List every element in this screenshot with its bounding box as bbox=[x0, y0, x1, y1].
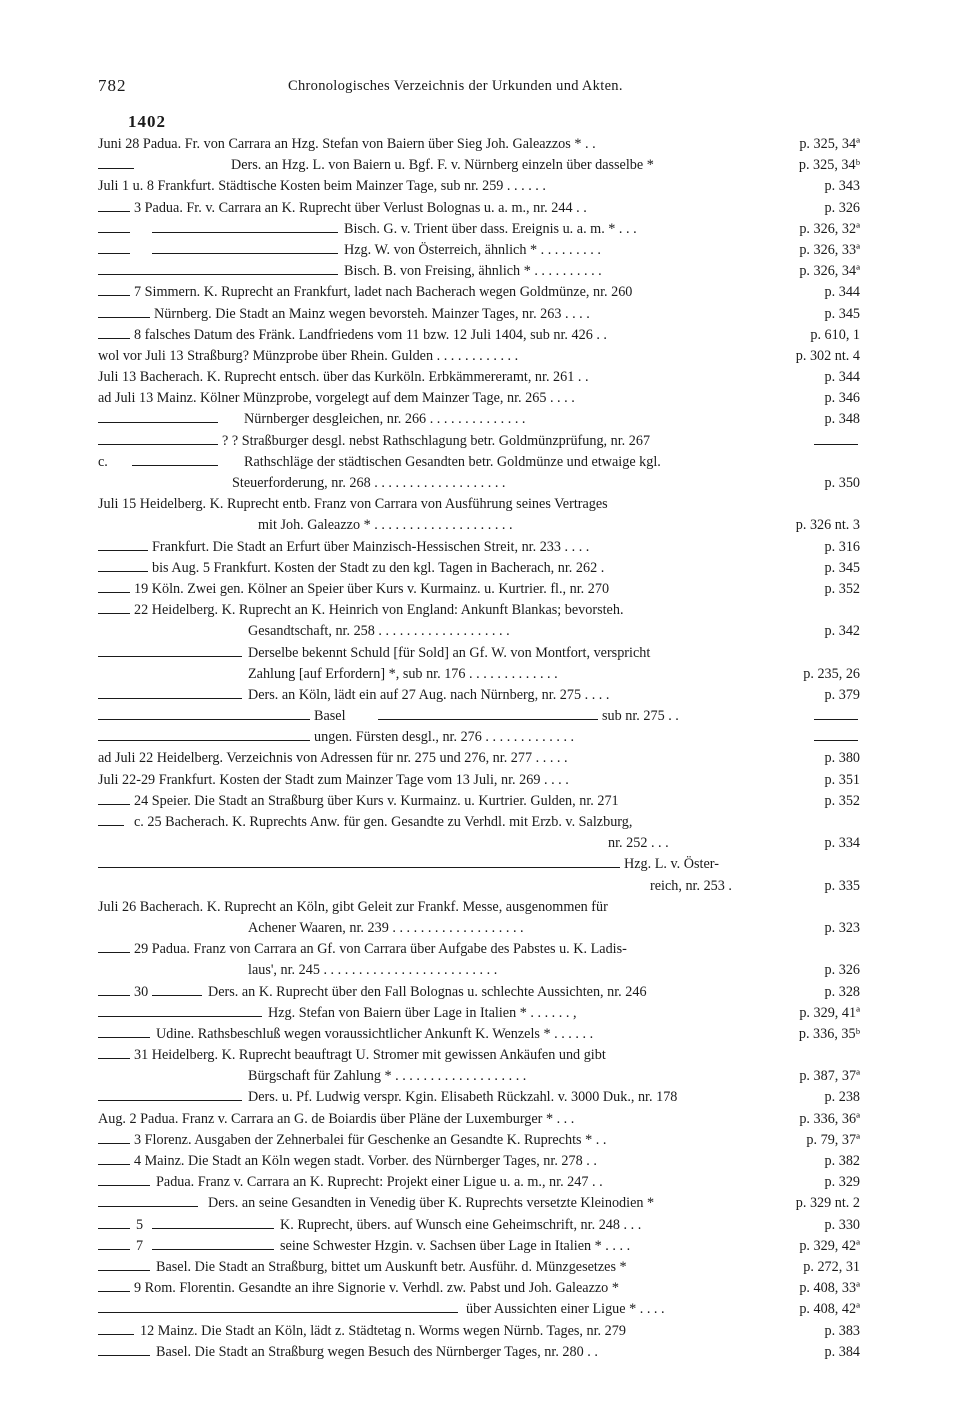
entry-row bbox=[98, 409, 860, 430]
entry-row bbox=[98, 727, 860, 748]
entry-text: 5 bbox=[136, 1216, 144, 1233]
entry-row bbox=[98, 1215, 860, 1236]
chronology-list bbox=[98, 134, 860, 1363]
ditto-dash bbox=[98, 867, 620, 868]
entry-row bbox=[98, 1257, 860, 1278]
entry-row bbox=[98, 685, 860, 706]
ditto-dash bbox=[98, 1037, 150, 1038]
entry-text: 30 bbox=[134, 983, 149, 1000]
page-reference: p. 382 bbox=[824, 1153, 860, 1169]
ditto-dash bbox=[98, 656, 242, 657]
ditto-dash bbox=[98, 253, 130, 254]
page-reference: p. 323 bbox=[824, 919, 860, 936]
ditto-dash bbox=[98, 317, 150, 318]
page-reference: p. 329, 41ª bbox=[799, 1004, 860, 1021]
ditto-dash bbox=[98, 1312, 458, 1313]
entry-row bbox=[98, 282, 860, 303]
entry-row bbox=[98, 1066, 860, 1087]
entry-row bbox=[98, 748, 860, 769]
page-reference: p. 79, 37ª bbox=[806, 1131, 860, 1148]
entry-row bbox=[98, 388, 860, 409]
entry-text: K. Ruprecht, übers. auf Wunsch eine Geheimschrift, nr. 248 . . . bbox=[280, 1216, 642, 1233]
entry-row bbox=[98, 1045, 860, 1066]
page-reference: p. 408, 33ª bbox=[799, 1280, 860, 1297]
page-header bbox=[98, 76, 860, 100]
ditto-dash bbox=[98, 571, 148, 572]
entry-row bbox=[98, 1087, 860, 1108]
ditto-dash bbox=[152, 253, 338, 254]
page-reference: p. 302 nt. 4 bbox=[795, 347, 860, 364]
page-reference: p. 345 bbox=[824, 305, 860, 322]
reference-placeholder bbox=[814, 444, 858, 445]
entry-text: Hzg. W. von Österreich, ähnlich * . . . . . . . . . bbox=[344, 241, 601, 258]
entry-row bbox=[98, 664, 860, 685]
ditto-dash bbox=[98, 274, 338, 275]
entry-text: ungen. Fürsten desgl., nr. 276 . . . . . . . . . . . . . bbox=[314, 729, 575, 746]
entry-row bbox=[98, 706, 860, 727]
entry-text: Aug. 2 Padua. Franz v. Carrara an G. de Boiardis über Pläne der Luxemburger * . . . bbox=[98, 1110, 575, 1127]
entry-row bbox=[98, 876, 860, 897]
entry-row bbox=[98, 1278, 860, 1299]
ditto-dash bbox=[98, 1334, 134, 1335]
ditto-dash bbox=[98, 1355, 150, 1356]
entry-row bbox=[98, 1151, 860, 1172]
ditto-dash bbox=[98, 740, 310, 741]
page-reference: p. 328 bbox=[824, 983, 860, 1000]
ditto-dash bbox=[132, 465, 218, 466]
entry-row bbox=[98, 346, 860, 367]
entry-row bbox=[98, 325, 860, 346]
year-heading: 1402 bbox=[128, 112, 166, 131]
ditto-dash bbox=[152, 1228, 274, 1229]
page-reference: p. 326 bbox=[824, 962, 860, 979]
page-reference: p. 326 bbox=[824, 199, 860, 216]
entry-row bbox=[98, 1172, 860, 1193]
entry-text: 19 Köln. Zwei gen. Kölner an Speier über Kurs v. Kurmainz. u. Kurtrier. fl., nr. 270 bbox=[134, 580, 610, 597]
entry-text: 8 falsches Datum des Fränk. Landfriedens vom 11 bzw. 12 Juli 1404, sub nr. 426 . . bbox=[134, 326, 607, 343]
entry-row bbox=[98, 939, 860, 960]
entry-text: Nürnberg. Die Stadt an Mainz wegen bevorsteh. Mainzer Tages, nr. 263 . . . . bbox=[154, 305, 590, 322]
entry-text: Bürgschaft für Zahlung * . . . . . . . . . . . . . . . . . . . bbox=[248, 1068, 527, 1085]
ditto-dash bbox=[152, 1249, 274, 1250]
entry-text: Nürnberger desgleichen, nr. 266 . . . . . . . . . . . . . . bbox=[244, 411, 526, 428]
entry-row bbox=[98, 452, 860, 473]
ditto-dash bbox=[98, 1058, 130, 1059]
entry-text: Ders. an Köln, lädt ein auf 27 Aug. nach Nürnberg, nr. 275 . . . . bbox=[248, 686, 610, 703]
ditto-dash bbox=[98, 232, 130, 233]
entry-text: Frankfurt. Die Stadt an Erfurt über Mainzisch-Hessischen Streit, nr. 233 . . . . bbox=[152, 538, 590, 555]
page-reference: p. 610, 1 bbox=[810, 326, 860, 343]
page-reference: p. 329, 42ª bbox=[799, 1237, 860, 1254]
entry-text: 12 Mainz. Die Stadt an Köln, lädt z. Städtetag n. Worms wegen Nürnb. Tages, nr. 279 bbox=[140, 1322, 626, 1339]
page-reference: p. 350 bbox=[824, 475, 860, 491]
entry-row bbox=[98, 537, 860, 558]
entry-text: Derselbe bekennt Schuld [für Sold] an Gf. W. von Montfort, verspricht bbox=[248, 644, 651, 661]
entry-text: nr. 252 . . . bbox=[608, 835, 669, 852]
entry-row bbox=[98, 643, 860, 664]
entry-text: wol vor Juli 13 Straßburg? Münzprobe über Rhein. Gulden . . . . . . . . . . . . bbox=[98, 347, 519, 364]
entry-text: 22 Heidelberg. K. Ruprecht an K. Heinrich von England: Ankunft Blankas; bevorsteh. bbox=[134, 602, 624, 619]
page-reference: p. 383 bbox=[824, 1322, 860, 1339]
entry-text: Ders. an seine Gesandten in Venedig über K. Ruprechts versetzte Kleinodien * bbox=[208, 1195, 655, 1212]
page-reference: p. 352 bbox=[824, 792, 860, 809]
page-number: 782 bbox=[98, 76, 127, 95]
entry-row bbox=[98, 1321, 860, 1342]
ditto-dash bbox=[152, 232, 338, 233]
entry-row bbox=[98, 431, 860, 452]
entry-row bbox=[98, 219, 860, 240]
page-reference: p. 344 bbox=[824, 369, 860, 386]
page-reference: p. 335 bbox=[824, 877, 860, 894]
entry-text: Juli 22-29 Frankfurt. Kosten der Stadt zum Mainzer Tage vom 13 Juli, nr. 269 . . . . bbox=[98, 771, 569, 788]
entry-text: sub nr. 275 . . bbox=[602, 708, 679, 725]
entry-row bbox=[98, 918, 860, 939]
page-reference: p. 351 bbox=[824, 771, 860, 788]
entry-text: Udine. Rathsbeschluß wegen voraussichtlicher Ankunft K. Wenzels * . . . . . . bbox=[156, 1025, 594, 1042]
entry-row bbox=[98, 134, 860, 155]
entry-text: laus', nr. 245 . . . . . . . . . . . . . . . . . . . . . . . . . bbox=[248, 962, 498, 979]
entry-text: Bisch. G. v. Trient über dass. Ereignis u. a. m. * . . . bbox=[344, 220, 637, 237]
ditto-dash bbox=[98, 952, 130, 953]
entry-text: ad Juli 13 Mainz. Kölner Münzprobe, vorgelegt auf dem Mainzer Tage, nr. 265 . . . . bbox=[98, 390, 575, 407]
entry-text: Bisch. B. von Freising, ähnlich * . . . . . . . . . . bbox=[344, 263, 602, 280]
entry-row bbox=[98, 1342, 860, 1363]
page-reference: p. 326, 33ª bbox=[799, 241, 860, 258]
entry-text: Padua. Franz v. Carrara an K. Ruprecht: Projekt einer Ligue u. a. m., nr. 247 . . bbox=[156, 1174, 603, 1191]
entry-row bbox=[98, 176, 860, 197]
entry-text: 7 bbox=[136, 1237, 144, 1254]
entry-row bbox=[98, 600, 860, 621]
entry-row bbox=[98, 155, 860, 176]
entry-text: Ders. an Hzg. L. von Baiern u. Bgf. F. v. Nürnberg einzeln über dasselbe * bbox=[231, 157, 654, 174]
page-reference: p. 343 bbox=[824, 178, 860, 195]
entry-text: 9 Rom. Florentin. Gesandte an ihre Signorie v. Verhdl. zw. Pabst und Joh. Galeazzo * bbox=[134, 1280, 619, 1297]
page-reference: p. 326, 32ª bbox=[799, 220, 860, 237]
ditto-dash bbox=[98, 592, 130, 593]
entry-text: ? ? Straßburger desgl. nebst Rathschlagung betr. Goldmünzprüfung, nr. 267 bbox=[222, 432, 651, 449]
ditto-dash bbox=[98, 550, 148, 551]
page-reference: p. 326 nt. 3 bbox=[795, 517, 860, 534]
page-reference: p. 379 bbox=[824, 686, 860, 703]
entry-row bbox=[98, 812, 860, 833]
ditto-dash bbox=[98, 804, 130, 805]
entry-row bbox=[98, 833, 860, 854]
entry-text: Steuerforderung, nr. 268 . . . . . . . . . . . . . . . . . . . bbox=[232, 475, 506, 491]
ditto-dash bbox=[98, 825, 124, 826]
page-reference: p. 380 bbox=[824, 750, 860, 767]
page-reference: p. 384 bbox=[824, 1343, 860, 1360]
ditto-dash bbox=[98, 444, 218, 445]
running-title: Chronologisches Verzeichnis der Urkunden und Akten. bbox=[288, 78, 623, 94]
entry-row bbox=[98, 367, 860, 388]
entry-prefix: c. bbox=[98, 453, 108, 470]
entry-row bbox=[98, 515, 860, 536]
entry-text: Hzg. L. v. Öster- bbox=[624, 856, 719, 873]
entry-text: mit Joh. Galeazzo * . . . . . . . . . . . . . . . . . . . . bbox=[258, 517, 513, 534]
page-reference: p. 352 bbox=[824, 580, 860, 597]
ditto-dash bbox=[98, 1143, 130, 1144]
ditto-dash bbox=[98, 1291, 130, 1292]
entry-text: 24 Speier. Die Stadt an Straßburg über Kurs v. Kurmainz. u. Kurtrier. Gulden, nr. 271 bbox=[134, 792, 619, 809]
entry-row bbox=[98, 304, 860, 325]
entry-text: 3 Florenz. Ausgaben der Zehnerbalei für Geschenke an Gesandte K. Ruprechts * . . bbox=[134, 1131, 607, 1148]
page-reference: p. 345 bbox=[824, 559, 860, 576]
page-reference: p. 235, 26 bbox=[803, 665, 860, 682]
entry-text: über Aussichten einer Ligue * . . . . bbox=[466, 1301, 665, 1318]
entry-row bbox=[98, 558, 860, 579]
page-reference: p. 326, 34ª bbox=[799, 263, 860, 280]
entry-text: Basel. Die Stadt an Straßburg, bittet um Auskunft betr. Ausführ. d. Münzgesetzes * bbox=[156, 1258, 627, 1275]
ditto-dash bbox=[98, 168, 134, 169]
entry-text: 7 Simmern. K. Ruprecht an Frankfurt, ladet nach Bacherach wegen Goldmünze, nr. 260 bbox=[134, 284, 633, 301]
entry-row bbox=[98, 494, 860, 515]
entry-row bbox=[98, 854, 860, 875]
ditto-dash bbox=[98, 1270, 150, 1271]
page-reference: p. 238 bbox=[824, 1089, 860, 1106]
entry-text: Juli 1 u. 8 Frankfurt. Städtische Kosten beim Mainzer Tage, sub nr. 259 . . . . . . bbox=[98, 178, 546, 195]
entry-text: Ders. an K. Ruprecht über den Fall Bolognas u. schlechte Aussichten, nr. 246 bbox=[208, 983, 647, 1000]
entry-row bbox=[98, 1130, 860, 1151]
entry-row bbox=[98, 261, 860, 282]
ditto-dash bbox=[98, 995, 130, 996]
entry-text: bis Aug. 5 Frankfurt. Kosten der Stadt zu den kgl. Tagen in Bacherach, nr. 262 . bbox=[152, 559, 605, 576]
entry-row bbox=[98, 473, 860, 494]
page-reference: p. 325, 34ª bbox=[799, 136, 860, 152]
entry-text: Gesandtschaft, nr. 258 . . . . . . . . . . . . . . . . . . . bbox=[248, 623, 510, 640]
entry-row bbox=[98, 1109, 860, 1130]
ditto-dash bbox=[98, 1164, 130, 1165]
entry-row bbox=[98, 240, 860, 261]
page-reference: p. 342 bbox=[824, 623, 860, 640]
ditto-dash bbox=[98, 295, 130, 296]
entry-text: Rathschläge der städtischen Gesandten betr. Goldmünze und etwaige kgl. bbox=[244, 453, 661, 470]
ditto-dash bbox=[378, 719, 598, 720]
entry-text: Basel bbox=[314, 708, 346, 725]
entry-text: seine Schwester Hzgin. v. Sachsen über Lage in Italien * . . . . bbox=[280, 1237, 631, 1254]
ditto-dash bbox=[98, 1228, 130, 1229]
entry-row bbox=[98, 1193, 860, 1214]
page-reference: p. 408, 42ª bbox=[799, 1301, 860, 1318]
entry-text: Zahlung [auf Erfordern] *, sub nr. 176 . . . . . . . . . . . . . bbox=[248, 665, 558, 682]
entry-row bbox=[98, 1024, 860, 1045]
ditto-dash bbox=[98, 613, 130, 614]
ditto-dash bbox=[98, 338, 130, 339]
entry-text: 29 Padua. Franz von Carrara an Gf. von Carrara über Aufgabe des Pabstes u. K. Ladis- bbox=[134, 941, 627, 958]
entry-text: Juni 28 Padua. Fr. von Carrara an Hzg. Stefan von Baiern über Sieg Joh. Galeazzos * . . bbox=[98, 136, 596, 152]
ditto-dash bbox=[98, 698, 242, 699]
page-reference: p. 329 bbox=[824, 1174, 860, 1191]
page-reference: p. 325, 34ᵇ bbox=[798, 157, 860, 174]
entry-row bbox=[98, 579, 860, 600]
page-reference: p. 316 bbox=[824, 538, 860, 555]
page-reference: p. 387, 37ª bbox=[799, 1068, 860, 1085]
ditto-dash bbox=[98, 211, 130, 212]
page-reference: p. 344 bbox=[824, 284, 860, 301]
entry-row bbox=[98, 1299, 860, 1320]
page-reference: p. 336, 35ᵇ bbox=[798, 1025, 860, 1042]
ditto-dash bbox=[98, 719, 310, 720]
page-reference: p. 346 bbox=[824, 390, 860, 407]
entry-row bbox=[98, 897, 860, 918]
reference-placeholder bbox=[814, 740, 858, 741]
page-reference: p. 329 nt. 2 bbox=[795, 1195, 860, 1212]
page-reference: p. 272, 31 bbox=[803, 1258, 860, 1275]
entry-text: Ders. u. Pf. Ludwig verspr. Kgin. Elisabeth Rückzahl. v. 3000 Duk., nr. 178 bbox=[248, 1089, 678, 1106]
entry-row bbox=[98, 960, 860, 981]
entry-row bbox=[98, 982, 860, 1003]
entry-row bbox=[98, 770, 860, 791]
page-reference: p. 336, 36ª bbox=[799, 1110, 860, 1127]
entry-text: ad Juli 22 Heidelberg. Verzeichnis von Adressen für nr. 275 und 276, nr. 277 . . . . . bbox=[98, 750, 568, 767]
page-reference: p. 348 bbox=[824, 411, 860, 428]
reference-placeholder bbox=[814, 719, 858, 720]
entry-text: Basel. Die Stadt an Straßburg wegen Besuch des Nürnberger Tages, nr. 280 . . bbox=[156, 1343, 598, 1360]
entry-text: c. 25 Bacherach. K. Ruprechts Anw. für gen. Gesandte zu Verhdl. mit Erzb. v. Salzburg, bbox=[134, 814, 633, 830]
entry-text: Hzg. Stefan von Baiern über Lage in Italien * . . . . . . , bbox=[268, 1004, 577, 1021]
entry-text: 4 Mainz. Die Stadt an Köln wegen stadt. Vorber. des Nürnberger Tages, nr. 278 . . bbox=[134, 1153, 597, 1169]
entry-text: Achener Waaren, nr. 239 . . . . . . . . . . . . . . . . . . . bbox=[248, 919, 524, 936]
page-reference: p. 334 bbox=[824, 835, 860, 852]
ditto-dash bbox=[98, 1016, 262, 1017]
page-reference: p. 330 bbox=[824, 1216, 860, 1233]
entry-text: 31 Heidelberg. K. Ruprecht beauftragt U. Stromer mit gewissen Ankäufen und gibt bbox=[134, 1047, 606, 1064]
entry-text: 3 Padua. Fr. v. Carrara an K. Ruprecht über Verlust Bolognas u. a. m., nr. 244 . . bbox=[134, 199, 587, 216]
entry-row bbox=[98, 791, 860, 812]
ditto-dash bbox=[98, 1249, 130, 1250]
entry-row bbox=[98, 1236, 860, 1257]
ditto-dash bbox=[98, 1185, 150, 1186]
entry-row bbox=[98, 198, 860, 219]
ditto-dash bbox=[98, 422, 218, 423]
ditto-dash bbox=[152, 995, 202, 996]
entry-text: Juli 13 Bacherach. K. Ruprecht entsch. über das Kurköln. Erbkämmereramt, nr. 261 . . bbox=[98, 369, 589, 386]
ditto-dash bbox=[98, 1100, 242, 1101]
entry-text: Juli 15 Heidelberg. K. Ruprecht entb. Franz von Carrara von Ausführung seines Vertrages bbox=[98, 496, 608, 513]
entry-text: Juli 26 Bacherach. K. Ruprecht an Köln, gibt Geleit zur Frankf. Messe, ausgenommen für bbox=[98, 898, 608, 915]
entry-row bbox=[98, 1003, 860, 1024]
entry-text: reich, nr. 253 . bbox=[650, 877, 732, 894]
ditto-dash bbox=[98, 1206, 198, 1207]
entry-row bbox=[98, 621, 860, 642]
